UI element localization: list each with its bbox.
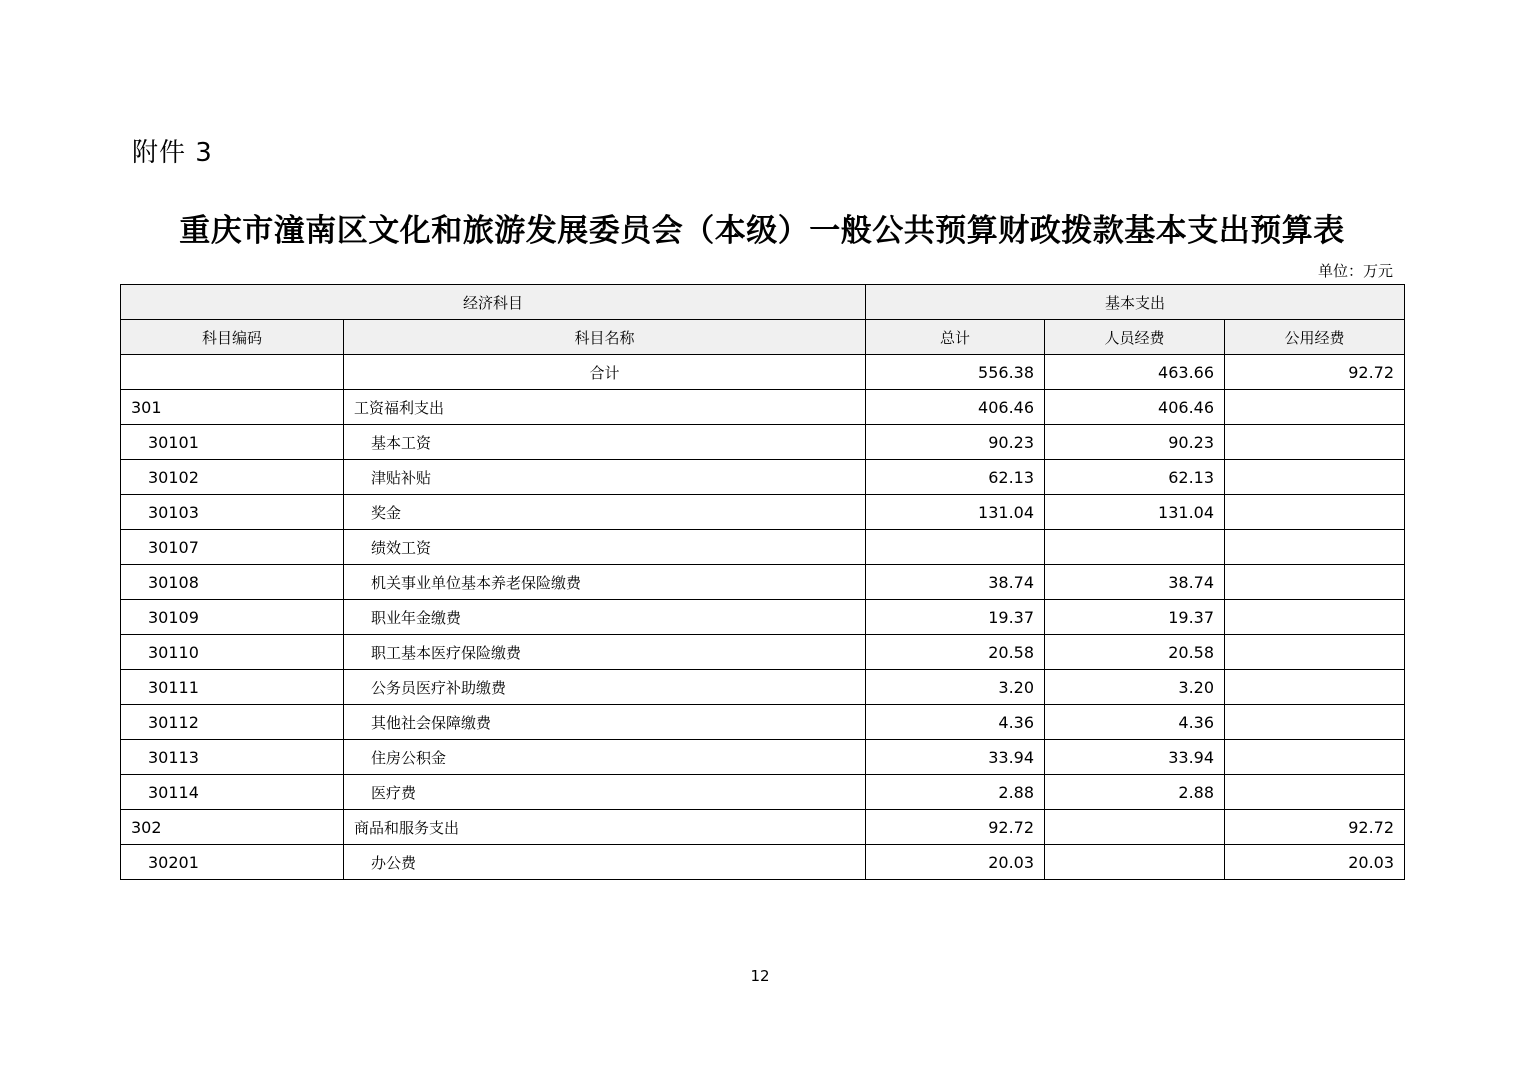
cell-personnel-expense: 463.66	[1045, 355, 1225, 390]
cell-total: 3.20	[866, 670, 1045, 705]
cell-subject-name: 办公费	[344, 845, 866, 880]
cell-public-expense	[1225, 390, 1405, 425]
cell-total: 20.03	[866, 845, 1045, 880]
table-row	[121, 565, 1405, 600]
cell-subject-name: 职业年金缴费	[344, 600, 866, 635]
table-header	[121, 285, 1405, 355]
cell-public-expense	[1225, 530, 1405, 565]
cell-subject-code: 30114	[121, 775, 344, 810]
table-row	[121, 355, 1405, 390]
header-subject-name: 科目名称	[344, 320, 866, 355]
cell-total: 33.94	[866, 740, 1045, 775]
cell-subject-code: 30110	[121, 635, 344, 670]
cell-subject-code: 30112	[121, 705, 344, 740]
cell-public-expense	[1225, 565, 1405, 600]
header-economic-subject: 经济科目	[121, 285, 866, 320]
cell-subject-code: 302	[121, 810, 344, 845]
cell-public-expense	[1225, 600, 1405, 635]
cell-subject-name: 医疗费	[344, 775, 866, 810]
cell-personnel-expense: 2.88	[1045, 775, 1225, 810]
cell-public-expense	[1225, 670, 1405, 705]
page-number: 12	[750, 967, 770, 985]
cell-subject-code	[121, 355, 344, 390]
cell-personnel-expense	[1045, 810, 1225, 845]
cell-subject-code: 30111	[121, 670, 344, 705]
cell-subject-name: 绩效工资	[344, 530, 866, 565]
cell-personnel-expense: 19.37	[1045, 600, 1225, 635]
cell-subject-code: 30107	[121, 530, 344, 565]
header-subject-code: 科目编码	[121, 320, 344, 355]
header-group-row	[121, 285, 1405, 320]
cell-personnel-expense: 131.04	[1045, 495, 1225, 530]
table-row	[121, 390, 1405, 425]
cell-subject-name: 职工基本医疗保险缴费	[344, 635, 866, 670]
cell-subject-name: 机关事业单位基本养老保险缴费	[344, 565, 866, 600]
cell-total: 92.72	[866, 810, 1045, 845]
cell-public-expense	[1225, 740, 1405, 775]
cell-subject-code: 30109	[121, 600, 344, 635]
cell-subject-name: 住房公积金	[344, 740, 866, 775]
table-row	[121, 740, 1405, 775]
table-row	[121, 425, 1405, 460]
cell-subject-code: 30102	[121, 460, 344, 495]
table-row	[121, 845, 1405, 880]
budget-table	[120, 284, 1405, 880]
cell-public-expense: 92.72	[1225, 355, 1405, 390]
cell-total: 556.38	[866, 355, 1045, 390]
table-row	[121, 635, 1405, 670]
cell-subject-code: 30101	[121, 425, 344, 460]
cell-total: 20.58	[866, 635, 1045, 670]
cell-subject-name: 公务员医疗补助缴费	[344, 670, 866, 705]
cell-total: 406.46	[866, 390, 1045, 425]
cell-subject-name: 奖金	[344, 495, 866, 530]
attachment-label: 附件 3	[132, 138, 213, 168]
cell-personnel-expense	[1045, 530, 1225, 565]
table-row	[121, 670, 1405, 705]
cell-subject-code: 30113	[121, 740, 344, 775]
cell-public-expense	[1225, 775, 1405, 810]
cell-subject-name: 合计	[344, 355, 866, 390]
header-public-expense: 公用经费	[1225, 320, 1405, 355]
cell-subject-name: 基本工资	[344, 425, 866, 460]
cell-total: 38.74	[866, 565, 1045, 600]
table-row	[121, 705, 1405, 740]
cell-public-expense	[1225, 705, 1405, 740]
header-personnel-expense: 人员经费	[1045, 320, 1225, 355]
cell-personnel-expense	[1045, 845, 1225, 880]
header-basic-expenditure: 基本支出	[866, 285, 1405, 320]
cell-public-expense: 20.03	[1225, 845, 1405, 880]
cell-subject-code: 30103	[121, 495, 344, 530]
cell-personnel-expense: 4.36	[1045, 705, 1225, 740]
cell-total: 62.13	[866, 460, 1045, 495]
cell-subject-code: 301	[121, 390, 344, 425]
header-total: 总计	[866, 320, 1045, 355]
table-row	[121, 810, 1405, 845]
table-row	[121, 460, 1405, 495]
cell-public-expense	[1225, 425, 1405, 460]
cell-public-expense	[1225, 635, 1405, 670]
cell-public-expense	[1225, 460, 1405, 495]
cell-personnel-expense: 20.58	[1045, 635, 1225, 670]
table-row	[121, 530, 1405, 565]
header-column-row	[121, 320, 1405, 355]
cell-personnel-expense: 90.23	[1045, 425, 1225, 460]
page-title: 重庆市潼南区文化和旅游发展委员会（本级）一般公共预算财政拨款基本支出预算表	[179, 213, 1345, 249]
cell-total: 2.88	[866, 775, 1045, 810]
table-body	[121, 355, 1405, 880]
cell-total: 90.23	[866, 425, 1045, 460]
cell-subject-name: 工资福利支出	[344, 390, 866, 425]
cell-public-expense: 92.72	[1225, 810, 1405, 845]
cell-total: 4.36	[866, 705, 1045, 740]
cell-personnel-expense: 406.46	[1045, 390, 1225, 425]
cell-personnel-expense: 62.13	[1045, 460, 1225, 495]
cell-subject-code: 30201	[121, 845, 344, 880]
cell-personnel-expense: 33.94	[1045, 740, 1225, 775]
cell-public-expense	[1225, 495, 1405, 530]
cell-subject-name: 其他社会保障缴费	[344, 705, 866, 740]
cell-subject-code: 30108	[121, 565, 344, 600]
cell-subject-name: 津贴补贴	[344, 460, 866, 495]
table-row	[121, 600, 1405, 635]
table-row	[121, 495, 1405, 530]
cell-personnel-expense: 3.20	[1045, 670, 1225, 705]
cell-total	[866, 530, 1045, 565]
cell-total: 131.04	[866, 495, 1045, 530]
cell-total: 19.37	[866, 600, 1045, 635]
unit-label: 单位：万元	[1317, 262, 1393, 280]
table-row	[121, 775, 1405, 810]
cell-personnel-expense: 38.74	[1045, 565, 1225, 600]
cell-subject-name: 商品和服务支出	[344, 810, 866, 845]
